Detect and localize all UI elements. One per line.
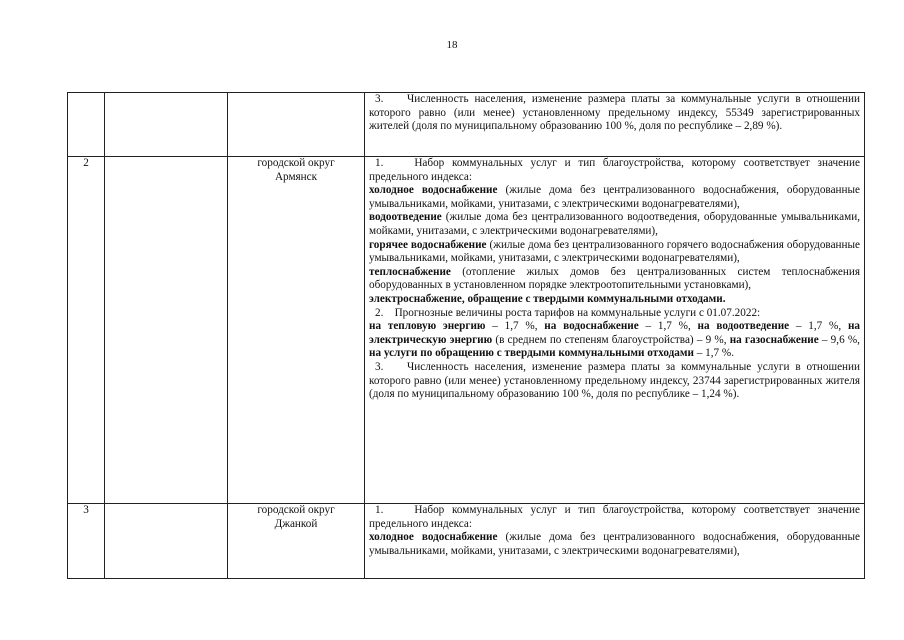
tariff-waste-label: на услуги по обращению с твердыми коммунальными отходами [369,347,694,360]
hot-water-paragraph [369,239,860,266]
heating-paragraph [369,266,860,293]
tariffs-paragraph [369,320,860,361]
electricity-label: электроснабжение, обращение с твердыми коммунальными отходами. [369,292,726,305]
municipality-cell [228,504,365,579]
municipality-type: городской округ [257,504,335,516]
table-row [68,157,865,504]
tariff-elec-value: (в среднем по степеням благоустройства) – 9 %, [492,333,730,346]
tariff-waste-value: – 1,7 %. [693,347,735,360]
table-row [68,93,865,157]
hot-water-text: (жилые дома без централизованного горячего водоснабжения оборудованные умывальниками, мойками, унитазами, с электрическими водонагревателями), [369,238,860,265]
tariff-drain-label: на водоотведение [697,320,790,333]
municipal-index-table [67,92,865,579]
electricity-paragraph [369,293,860,307]
municipality-type: городской округ [257,157,335,169]
cold-water-paragraph [369,531,860,558]
row-number-cell: 3 [68,504,105,579]
cold-water-text: (жилые дома без централизованного водоснабжения, оборудованные умывальниками, мойками, унитазами, с электрическими водонагревателями), [369,184,860,210]
description-cell [365,504,865,579]
description-cell [365,157,865,504]
services-heading: 1. Набор коммунальных услуг и тип благоустройства, которому соответствует значение предельного индекса: [369,157,860,183]
municipality-name: Армянск [274,170,318,183]
cold-water-label: холодное водоснабжение [369,184,498,197]
row-number-cell: 2 [68,157,105,504]
table-row [68,504,865,579]
cold-water-paragraph [369,184,860,211]
tariff-elec-label: на электрическую энергию [369,320,860,346]
drainage-label: водоотведение [369,211,442,224]
description-cell [365,93,865,157]
blank-cell [105,157,228,504]
page-number: 18 [446,39,458,51]
tariff-heat-label: на тепловую энергию [369,320,486,333]
municipality-cell [228,157,365,504]
heating-label: теплоснабжение [369,265,451,278]
municipality-cell [228,93,365,157]
cold-water-label: холодное водоснабжение [369,531,498,544]
hot-water-label: горячее водоснабжение [369,238,487,251]
tariff-water-label: на водоснабжение [544,320,639,333]
tariffs-heading: 2. Прогнозные величины роста тарифов на коммунальные услуги с 01.07.2022: [375,306,761,319]
heating-text: (отопление жилых домов без централизованных систем теплоснабжения оборудованных в установленном порядке электроотопительными установками), [369,265,860,292]
drainage-text: (жилые дома без централизованного водоотведения, оборудованные умывальниками, мойками, унитазами, с электрическими водонагревателями), [369,211,860,237]
tariff-gas-label: на газоснабжение [729,333,819,346]
population-paragraph: 3. Численность населения, изменение размера платы за коммунальные услуги в отношении которого равно (или менее) установленному предельному индексу, 55349 зарегистрированных жителей (доля по муниципальному образованию 100 %, доля по республике – 2,89 %). [369,93,860,133]
cold-water-text: (жилые дома без централизованного водоснабжения, оборудованные умывальниками, мойками, унитазами, с электрическими водонагревателями), [369,531,860,557]
population-paragraph: 3. Численность населения, изменение размера платы за коммунальные услуги в отношении которого равно (или менее) установленному предельному индексу, 23744 зарегистрированных жителя (доля по муниципальному образованию 100 %, доля по республике – 1,24 %). [369,360,860,401]
tariff-heat-value: – 1,7 %, [485,320,545,333]
blank-cell [105,504,228,579]
row-number-cell [68,93,105,157]
tariff-water-value: – 1,7 %, [638,320,698,333]
tariff-drain-value: – 1,7 %, [789,320,848,333]
tariff-gas-value: – 9,6 %, [818,333,860,346]
services-heading: 1. Набор коммунальных услуг и тип благоустройства, которому соответствует значение предельного индекса: [369,504,860,530]
municipality-name: Джанкой [274,517,318,530]
drainage-paragraph [369,211,860,238]
blank-cell [105,93,228,157]
